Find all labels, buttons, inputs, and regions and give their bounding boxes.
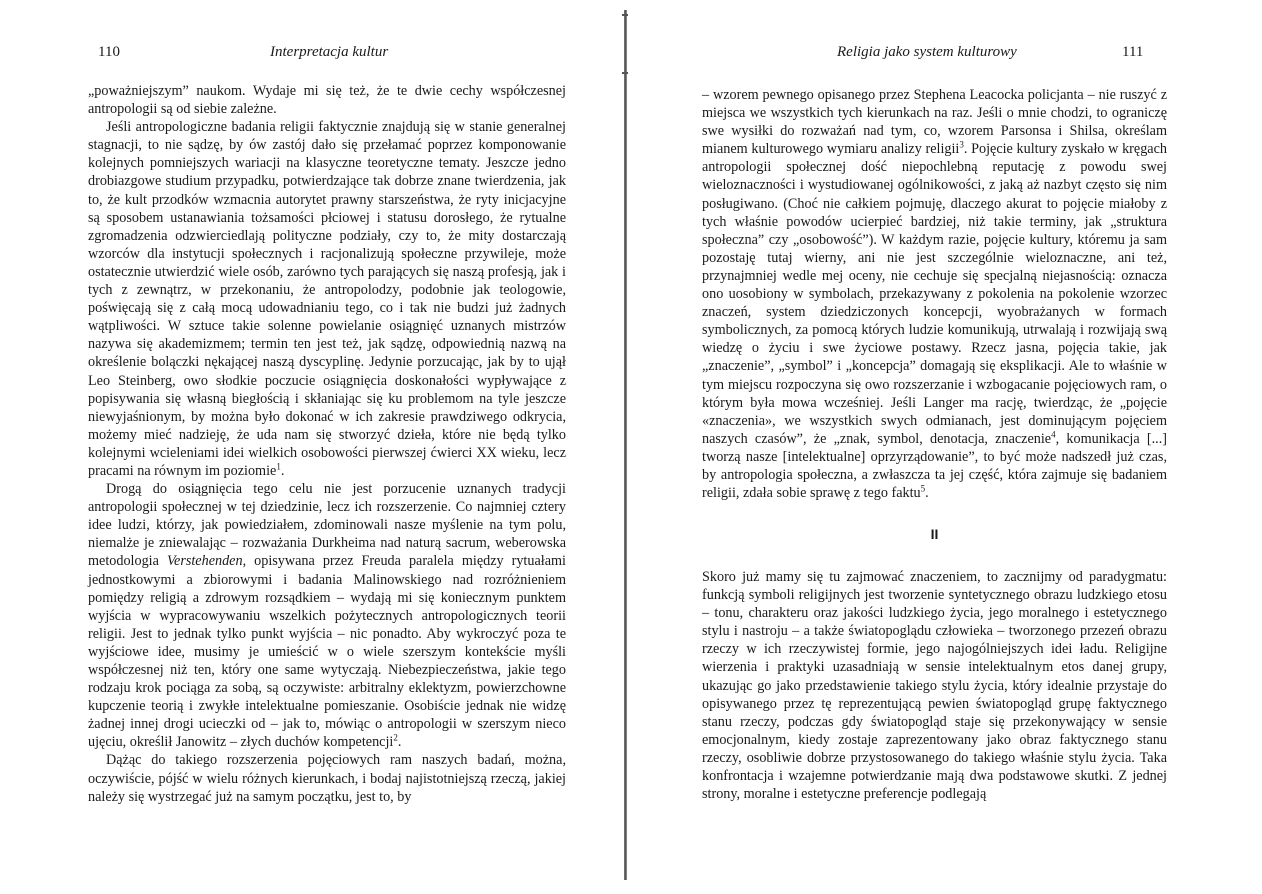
- right-body-text-top: [702, 86, 1167, 502]
- left-page-number: 110: [98, 44, 120, 60]
- left-paragraph-2: Jeśli antropologiczne badania religii faktycznie znajdują się w stanie generalnej stagnacji, to nie sądzę, by ów zastój dało się przełamać poprzez komponowanie kolejnych pomniejszych wariacji na klasyczne teoretyczne tematy. Jeszcze jedno drobiazgowe studium przypadku, potwierdzające tak dobrze znane twierdzenia, jak to, że kult przodków wzmacnia autorytet prawny starszeństwa, że ryty inicjacyjne są sposobem ustanawiania tożsamości płciowej i statusu dorosłego, że rytualne zgromadzenia odzwierciedlają polityczne podziały, czy to, że mity dostarczają wzorców dla instytucji społecznych i racjonalizują społeczne przywileje, może ostatecznie utwierdzić wiele osób, zarówno tych parających się naszą profesją, jak i tych z zewnątrz, w przekonaniu, że antropolodzy, podobnie jak teologowie, poświęcają się z całą mocą udowadnianiu tego, co i tak nie budzi już żadnych wątpliwości. W sztuce takie solenne powielanie osiągnięć uznanych mistrzów nazywa się akademizmem; termin ten jest też, jak sądzę, odpowiednią nazwą na określenie bolączki nękającej naszą dyscyplinę. Jedynie porzucając, jak by to ujął Leo Steinberg, owo słodkie poczucie osiągnięcia doskonałości wypływające z popisywania się własną biegłością i skłaniając się ku problemom na tyle jeszcze niewyjaśnionym, by można było dokonać w ich zakresie prawdziwego odkrycia, możemy mieć nadzieję, że uda nam się stworzyć dzieła, które nie będą tylko kolejnymi wcieleniami idei wielkich osobowości pierwszej ćwierci XX wieku, lecz pracami na równym im poziomie$^1$.: [88, 119, 566, 479]
- section-heading: II: [930, 526, 939, 542]
- left-paragraph-4: Dążąc do takiego rozszerzenia pojęciowych ram naszych badań, można, oczywiście, pójść w wielu różnych kierunkach, i bodaj najistotniejszą rzeczą, jakiej należy się wystrzegać już na samym początku, jest to, by: [88, 752, 566, 805]
- left-page: [0, 0, 620, 894]
- left-paragraph-3: Drogą do osiągnięcia tego celu nie jest porzucenie uznanych tradycji antropologii społecznej w tej dziedzinie, lecz ich rozszerzenie. Co najmniej cztery idee ludzi, którzy, jak powiedziałem, zdominowali nasze myślenie na tym polu, niemalże je zniewalając – rozważania Durkheima nad naturą sacrum, weberowska metodologia Verstehenden, opisywana przez Freuda paralela między rytuałami jednostkowymi a zbiorowymi i badania Malinowskiego nad rozróżnieniem pomiędzy religią a zdrowym rozsądkiem – wydają mi się koniecznym punktem wyjścia w wypracowywaniu wszelkich pożytecznych antropologicznych teorii religii. Jest to jednak tylko punkt wyjścia – nic ponadto. Aby wykroczyć poza te wyjściowe idee, musimy je umieścić w o wiele szerszym kontekście myśli współczesnej niż ten, który one same wytyczają. Niebezpieczeństwa, jakie tego rodzaju krok pociąga za sobą, są oczywiste: arbitralny eklektyzm, powierzchowne kupczenie teorią i zwykłe intelektualne pomieszanie. Osobiście jednak nie widzę żadnej innej drogi ucieczki od – jak to, mówiąc o antropologii w szerszym nieco ujęciu, określił Janowitz – złych duchów kompetencji$^2$.: [88, 481, 566, 751]
- right-paragraph-2: Skoro już mamy się tu zajmować znaczeniem, to zacznijmy od paradygmatu: funkcją symboli religijnych jest tworzenie syntetycznego obrazu ludzkiego etosu – tonu, charakteru oraz jakości ludzkiego życia, jego moralnego i estetycznego stylu i nastroju – a także światopoglądu człowieka – tworzonego przezeń obrazu rzeczy w ich rzeczywistej formie, jego najogólniejszych idei ładu. Religijne wierzenia i praktyki uzasadniają w sensie intelektualnym etos danej grupy, ukazując go jako przedstawienie takiego stylu życia, który idealnie przystaje do opisywanego przez tę reprezentującą pewien światopogląd grupę faktycznego stanu rzeczy, podczas gdy światopogląd staje się przekonywający w sensie emocjonalnym, kiedy zostaje zaprezentowany jako obraz faktycznego stanu rzeczy, osobliwie dobrze przystosowanego do takiego właśnie stylu życia. Taka konfrontacja i wzajemne potwierdzanie mają dwa podstawowe skutki. Z jednej strony, moralne i estetyczne preferencje podlegają: [702, 569, 1167, 803]
- footnote-ref-3: 3: [959, 139, 964, 150]
- gutter-mark: [622, 72, 628, 74]
- gutter-mark: [622, 14, 628, 16]
- footnote-ref-1: 1: [276, 461, 281, 472]
- left-running-head: Interpretacja kultur: [270, 44, 389, 60]
- right-page: [630, 0, 1262, 894]
- footnote-ref-4: 4: [1051, 429, 1056, 440]
- footnote-ref-2: 2: [393, 732, 398, 743]
- right-page-number: 111: [1122, 44, 1144, 60]
- right-body-text-bottom: [702, 568, 1167, 803]
- right-running-head: Religia jako system kulturowy: [837, 44, 1017, 60]
- footnote-ref-5: 5: [920, 483, 926, 494]
- left-body-text: [88, 82, 566, 806]
- italic-term: Verstehenden: [166, 553, 243, 570]
- book-gutter: [624, 10, 627, 880]
- right-paragraph-1: – wzorem pewnego opisanego przez Stephena Leacocka policjanta – nie ruszyć z miejsca we wszystkich tych kierunkach na raz. Jeśli o mnie chodzi, to ograniczę swe wysiłki do rozważań nad tym, co, wzorem Parsonsa i Shilsa, określam mianem kulturowego wymiaru analizy religii$^3$. Pojęcie kultury zyskało w kręgach antropologii społecznej dość niepochlebną reputację z powodu swej wieloznaczności i wystudiowanej ogólnikowości, z jaką aż nazbyt często się nim posługiwano. (Choć nie całkiem pojmuję, dlaczego akurat to pojęcie miałoby z tych właśnie powodów ucierpieć bardziej, niż takie terminy, jak „struktura społeczna” czy „osobowość”). W każdym razie, pojęcie kultury, któremu ja sam pozostaję tutaj wierny, ani nie jest szczególnie wieloznaczne, ani też, przynajmniej wedle mej oceny, nie cechuje się specjalną niejasnością: oznacza ono uosobiony w symbolach, przekazywany z pokolenia na pokolenie wzorzec znaczeń, system dziedziczonych koncepcji, wyobrażanych w formach symbolicznych, za pomocą których ludzie komunikują, utrwalają i rozwijają swą wiedzę o życiu i swe życiowe postawy. Rzecz jasna, pojęcia takie, jak „znaczenie”, „symbol” i „koncepcja” domagają się eksplikacji. Ale to właśnie w tym miejscu rozpoczyna się owo rozszerzanie i wzbogacanie pojęciowych ram, o którym była mowa wcześniej. Jeśli Langer ma rację, twierdząc, że „pojęcie «znaczenia», we wszystkich swych odmianach, jest dominującym pojęciem naszych czasów”, że „znak, symbol, denotacja, znaczenie$^4$, komunikacja [...] tworzą nasze [intelektualne] oprzyrządowanie”, to być może nadszedł już czas, by antropologia społeczna, a zwłaszcza ta jej część, która zajmuje się badaniem religii, zdała sobie sprawę z tego faktu$^5$.: [702, 87, 1167, 502]
- left-paragraph-1: „poważniejszym” naukom. Wydaje mi się też, że te dwie cechy współczesnej antropologii są od siebie zależne.: [88, 83, 566, 118]
